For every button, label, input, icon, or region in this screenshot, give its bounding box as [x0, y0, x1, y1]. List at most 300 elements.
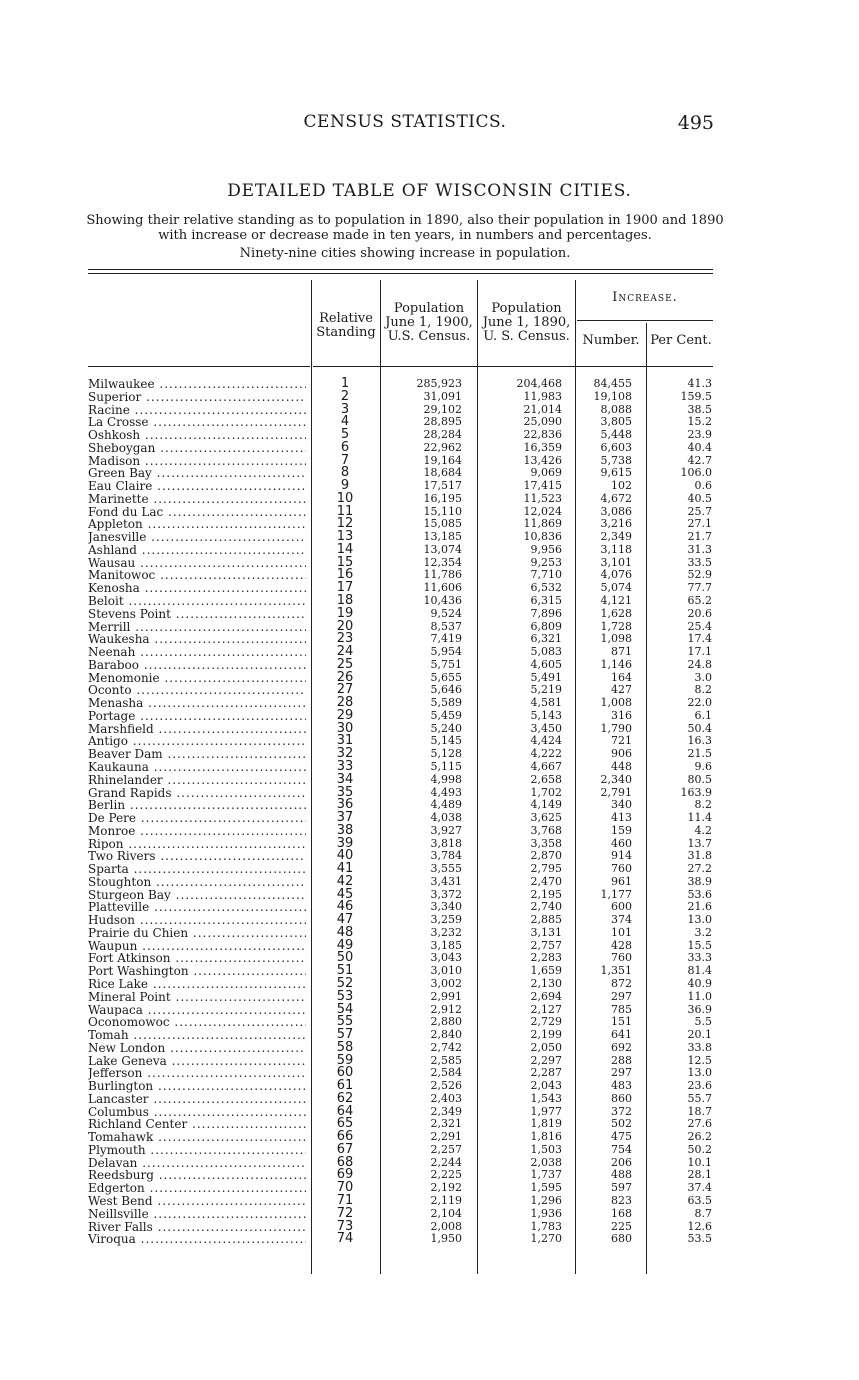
- relative-standing: 74: [336, 1231, 354, 1247]
- city-name: Superior .....: [88, 391, 306, 404]
- table-row: [88, 656, 718, 672]
- increase-number: 906: [611, 747, 632, 761]
- relative-standing: 42: [336, 873, 354, 889]
- table-body: [88, 378, 718, 1246]
- relative-standing: 23: [336, 631, 354, 647]
- increase-number: 225: [611, 1219, 632, 1233]
- increase-number: 102: [611, 479, 632, 493]
- increase-percent: 33.3: [687, 951, 712, 965]
- population-1890: 3,131: [530, 925, 562, 939]
- city-name: Reedsburg .....: [88, 1169, 306, 1182]
- city-name: Hudson .....: [88, 914, 306, 927]
- population-1890: 1,936: [530, 1206, 562, 1220]
- table-row: [88, 975, 718, 991]
- relative-standing: 11: [336, 503, 354, 519]
- relative-standing: 4: [340, 414, 350, 430]
- relative-standing: 35: [336, 784, 354, 800]
- population-1900: 3,431: [430, 874, 462, 888]
- increase-percent: 31.8: [687, 849, 712, 863]
- population-1900: 3,232: [430, 925, 462, 939]
- top-rule: [88, 269, 713, 270]
- increase-percent: 22.0: [687, 696, 712, 710]
- city-name: Edgerton .....: [88, 1182, 306, 1195]
- increase-number: 600: [611, 900, 632, 914]
- city-name: River Falls .....: [88, 1221, 306, 1234]
- population-1890: 2,195: [530, 887, 562, 901]
- relative-standing: 37: [336, 810, 354, 826]
- city-name: Lake Geneva .....: [88, 1055, 306, 1068]
- increase-number: 5,738: [600, 453, 632, 467]
- relative-standing: 64: [336, 1103, 354, 1119]
- city-name: Sparta .....: [88, 863, 306, 876]
- increase-percent: 50.2: [687, 1142, 712, 1156]
- increase-percent: 25.4: [687, 619, 712, 633]
- increase-percent: 159.5: [680, 389, 712, 403]
- population-1900: 2,008: [430, 1219, 462, 1233]
- table-row: [88, 924, 718, 940]
- population-1900: 2,585: [430, 1053, 462, 1067]
- relative-standing: 32: [336, 746, 354, 762]
- increase-number: 3,805: [600, 415, 632, 429]
- increase-percent: 21.7: [687, 530, 712, 544]
- increase-percent: 38.5: [687, 402, 712, 416]
- increase-percent: 37.4: [687, 1181, 712, 1195]
- population-1890: 3,768: [530, 823, 562, 837]
- population-1890: 10,836: [523, 530, 562, 544]
- table-row: [88, 1141, 718, 1157]
- increase-number: 785: [611, 1002, 632, 1016]
- population-1900: 5,589: [430, 696, 462, 710]
- population-1890: 22,836: [523, 428, 562, 442]
- population-1900: 18,684: [423, 466, 462, 480]
- relative-standing: 5: [340, 427, 350, 443]
- increase-number: 488: [611, 1168, 632, 1182]
- city-name: Platteville .....: [88, 901, 306, 914]
- header-underline: [88, 366, 310, 367]
- relative-standing: 25: [336, 656, 354, 672]
- population-1890: 5,491: [530, 670, 562, 684]
- city-name: Monroe .....: [88, 825, 306, 838]
- city-name: Stoughton .....: [88, 876, 306, 889]
- increase-percent: 18.7: [687, 1104, 712, 1118]
- relative-standing: 16: [336, 567, 354, 583]
- population-1900: 2,104: [430, 1206, 462, 1220]
- table-row: [88, 490, 718, 506]
- increase-percent: 20.1: [687, 1028, 712, 1042]
- population-1900: 7,419: [430, 632, 462, 646]
- city-name: Janesville .....: [88, 531, 306, 544]
- increase-number: 860: [611, 1091, 632, 1105]
- relative-standing: 51: [336, 963, 354, 979]
- population-1900: 285,923: [416, 377, 462, 390]
- increase-percent: 77.7: [687, 581, 712, 595]
- population-1900: 4,038: [430, 811, 462, 825]
- population-1900: 13,074: [423, 542, 462, 556]
- population-1900: 3,043: [430, 951, 462, 965]
- increase-percent: 24.8: [687, 657, 712, 671]
- increase-number: 427: [611, 683, 632, 697]
- relative-standing: 8: [340, 465, 350, 481]
- header-pop-1890: Population June 1, 1890, U. S. Census.: [482, 301, 571, 344]
- relative-standing: 1: [340, 376, 350, 391]
- city-name: Marinette .....: [88, 493, 306, 506]
- increase-percent: 106.0: [680, 466, 712, 480]
- increase-percent: 65.2: [687, 594, 712, 608]
- increase-percent: 40.5: [687, 491, 712, 505]
- increase-percent: 11.0: [687, 989, 712, 1003]
- relative-standing: 33: [336, 758, 354, 774]
- increase-number: 5,448: [600, 428, 632, 442]
- relative-standing: 18: [336, 593, 354, 609]
- population-1900: 3,002: [430, 976, 462, 990]
- increase-number: 475: [611, 1130, 632, 1144]
- population-1890: 4,149: [530, 798, 562, 812]
- population-1900: 2,403: [430, 1091, 462, 1105]
- relative-standing: 38: [336, 822, 354, 838]
- table-row: [88, 480, 718, 493]
- population-1900: 31,091: [423, 389, 462, 403]
- increase-percent: 40.4: [687, 440, 712, 454]
- relative-standing: 52: [336, 975, 354, 991]
- table-row: [88, 378, 718, 391]
- population-1890: 6,532: [530, 581, 562, 595]
- population-1900: 13,185: [423, 530, 462, 544]
- relative-standing: 65: [336, 1116, 354, 1132]
- relative-standing: 9: [340, 478, 350, 494]
- relative-standing: 14: [336, 541, 354, 557]
- increase-percent: 5.5: [694, 1015, 712, 1029]
- table-row: [88, 595, 718, 608]
- city-name: Neenah .....: [88, 646, 306, 659]
- population-1890: 1,296: [530, 1194, 562, 1207]
- relative-standing: 66: [336, 1129, 354, 1145]
- table-row: [88, 914, 718, 927]
- population-1900: 2,119: [430, 1194, 462, 1207]
- relative-standing: 47: [336, 912, 354, 928]
- population-1890: 2,283: [530, 951, 562, 965]
- population-1890: 9,253: [530, 555, 562, 569]
- population-1900: 2,321: [430, 1117, 462, 1131]
- increase-number: 961: [611, 874, 632, 888]
- population-1900: 2,349: [430, 1104, 462, 1118]
- population-1890: 13,426: [523, 453, 562, 467]
- increase-percent: 55.7: [687, 1091, 712, 1105]
- relative-standing: 68: [336, 1154, 354, 1170]
- increase-percent: 17.1: [687, 645, 712, 659]
- relative-standing: 24: [336, 644, 354, 660]
- population-1890: 17,415: [523, 479, 562, 493]
- increase-number: 1,177: [600, 887, 632, 901]
- increase-number: 19,108: [593, 389, 632, 403]
- relative-standing: 19: [336, 605, 354, 621]
- population-1900: 16,195: [423, 491, 462, 505]
- increase-percent: 8.7: [694, 1206, 712, 1220]
- relative-standing: 7: [340, 452, 350, 468]
- city-name: Port Washington .....: [88, 965, 306, 978]
- increase-percent: 33.8: [687, 1040, 712, 1054]
- population-1900: 28,895: [423, 415, 462, 429]
- city-name: Fort Atkinson .....: [88, 952, 306, 965]
- increase-number: 1,728: [600, 619, 632, 633]
- increase-percent: 81.4: [687, 964, 712, 978]
- increase-number: 760: [611, 862, 632, 876]
- relative-standing: 45: [336, 886, 354, 902]
- city-name: Sturgeon Bay .....: [88, 889, 306, 902]
- population-1900: 2,244: [430, 1155, 462, 1169]
- increase-number: 3,216: [600, 517, 632, 531]
- population-1900: 3,555: [430, 862, 462, 876]
- increase-number: 168: [611, 1206, 632, 1220]
- relative-standing: 40: [336, 848, 354, 864]
- city-name: Oconomowoc .....: [88, 1016, 306, 1029]
- population-1890: 4,605: [530, 657, 562, 671]
- increase-percent: 9.6: [694, 759, 712, 773]
- increase-percent: 11.4: [687, 811, 712, 825]
- relative-standing: 55: [336, 1014, 354, 1030]
- increase-rule: [577, 320, 713, 321]
- increase-number: 872: [611, 976, 632, 990]
- population-1900: 3,185: [430, 938, 462, 952]
- table-row: [88, 1195, 718, 1208]
- population-1900: 11,606: [423, 581, 462, 595]
- population-1900: 22,962: [423, 440, 462, 454]
- population-1900: 17,517: [423, 479, 462, 493]
- increase-number: 823: [611, 1194, 632, 1207]
- table-row: [88, 812, 718, 825]
- increase-number: 4,121: [600, 594, 632, 608]
- increase-number: 297: [611, 989, 632, 1003]
- relative-standing: 17: [336, 580, 354, 596]
- city-name: Appleton .....: [88, 518, 306, 531]
- increase-number: 597: [611, 1181, 632, 1195]
- city-name: Ripon .....: [88, 838, 306, 851]
- table-row: [88, 1205, 718, 1221]
- relative-standing: 69: [336, 1167, 354, 1183]
- population-1900: 15,110: [423, 504, 462, 518]
- relative-standing: 36: [336, 797, 354, 813]
- increase-percent: 20.6: [687, 606, 712, 620]
- population-1900: 2,526: [430, 1079, 462, 1093]
- population-1900: 5,128: [430, 747, 462, 761]
- increase-percent: 163.9: [680, 785, 712, 799]
- population-1900: 4,493: [430, 785, 462, 799]
- population-1900: 4,998: [430, 772, 462, 786]
- increase-number: 1,628: [600, 606, 632, 620]
- increase-percent: 40.9: [687, 976, 712, 990]
- table-row: [88, 758, 718, 774]
- city-name: Eau Claire .....: [88, 480, 306, 493]
- population-1900: 10,436: [423, 594, 462, 608]
- relative-standing: 46: [336, 899, 354, 915]
- city-name: Columbus .....: [88, 1106, 306, 1119]
- table-row: [88, 429, 718, 442]
- city-name: Antigo .....: [88, 735, 306, 748]
- population-1890: 5,143: [530, 708, 562, 722]
- population-1900: 5,115: [430, 759, 462, 773]
- increase-number: 428: [611, 938, 632, 952]
- population-1900: 3,340: [430, 900, 462, 914]
- increase-number: 3,118: [600, 542, 632, 556]
- relative-standing: 6: [340, 439, 350, 455]
- population-1900: 29,102: [423, 402, 462, 416]
- city-name: Mineral Point .....: [88, 991, 306, 1004]
- population-1900: 2,291: [430, 1130, 462, 1144]
- city-name: Prairie du Chien .....: [88, 927, 306, 940]
- population-1890: 25,090: [523, 415, 562, 429]
- increase-percent: 12.5: [687, 1053, 712, 1067]
- increase-number: 288: [611, 1053, 632, 1067]
- population-1900: 19,164: [423, 453, 462, 467]
- population-1900: 8,537: [430, 619, 462, 633]
- increase-percent: 3.2: [694, 925, 712, 939]
- increase-number: 641: [611, 1028, 632, 1042]
- increase-percent: 13.0: [687, 1066, 712, 1080]
- population-1900: 5,459: [430, 708, 462, 722]
- table-row: [88, 1039, 718, 1055]
- relative-standing: 26: [336, 669, 354, 685]
- table-row: [88, 605, 718, 621]
- city-name: Menasha .....: [88, 697, 306, 710]
- relative-standing: 10: [336, 490, 354, 506]
- increase-percent: 63.5: [687, 1194, 712, 1207]
- increase-number: 3,086: [600, 504, 632, 518]
- top-rule-inner: [88, 273, 713, 274]
- increase-number: 206: [611, 1155, 632, 1169]
- relative-standing: 70: [336, 1180, 354, 1196]
- increase-percent: 4.2: [694, 823, 712, 837]
- population-1890: 1,737: [530, 1168, 562, 1182]
- increase-percent: 23.9: [687, 428, 712, 442]
- relative-standing: 28: [336, 695, 354, 711]
- population-1890: 2,795: [530, 862, 562, 876]
- increase-number: 871: [611, 645, 632, 659]
- table-row: [88, 771, 718, 787]
- increase-percent: 80.5: [687, 772, 712, 786]
- table-row: [88, 863, 718, 876]
- table-row: [88, 1029, 718, 1042]
- table-row: [88, 988, 718, 1004]
- population-1890: 1,659: [530, 964, 562, 978]
- increase-percent: 42.7: [687, 453, 712, 467]
- population-1890: 4,424: [530, 734, 562, 748]
- population-1890: 2,470: [530, 874, 562, 888]
- increase-percent: 21.5: [687, 747, 712, 761]
- relative-standing: 50: [336, 950, 354, 966]
- relative-standing: 71: [336, 1193, 354, 1208]
- population-1890: 1,543: [530, 1091, 562, 1105]
- population-1900: 2,584: [430, 1066, 462, 1080]
- population-1890: 2,127: [530, 1002, 562, 1016]
- increase-number: 297: [611, 1066, 632, 1080]
- increase-percent: 33.5: [687, 555, 712, 569]
- city-name: Madison .....: [88, 455, 306, 468]
- relative-standing: 34: [336, 771, 354, 787]
- population-1890: 7,896: [530, 606, 562, 620]
- population-1900: 28,284: [423, 428, 462, 442]
- population-1900: 3,818: [430, 836, 462, 850]
- relative-standing: 39: [336, 835, 354, 851]
- increase-percent: 13.0: [687, 913, 712, 927]
- population-1900: 2,912: [430, 1002, 462, 1016]
- increase-percent: 38.9: [687, 874, 712, 888]
- table-row: [88, 439, 718, 455]
- increase-percent: 15.2: [687, 415, 712, 429]
- population-1890: 5,219: [530, 683, 562, 697]
- increase-number: 680: [611, 1232, 632, 1246]
- increase-number: 9,615: [600, 466, 632, 480]
- population-1900: 3,927: [430, 823, 462, 837]
- population-1900: 2,742: [430, 1040, 462, 1054]
- population-1890: 2,729: [530, 1015, 562, 1029]
- increase-number: 151: [611, 1015, 632, 1029]
- increase-number: 84,455: [593, 377, 632, 390]
- relative-standing: 29: [336, 707, 354, 723]
- population-1900: 5,751: [430, 657, 462, 671]
- city-name: Stevens Point .....: [88, 608, 306, 621]
- increase-percent: 27.2: [687, 862, 712, 876]
- relative-standing: 67: [336, 1141, 354, 1157]
- increase-number: 502: [611, 1117, 632, 1131]
- population-1900: 5,954: [430, 645, 462, 659]
- relative-standing: 48: [336, 924, 354, 940]
- population-1900: 4,489: [430, 798, 462, 812]
- city-name: New London .....: [88, 1042, 306, 1055]
- city-name: Burlington .....: [88, 1080, 306, 1093]
- population-1900: 1,950: [430, 1232, 462, 1246]
- population-1890: 1,977: [530, 1104, 562, 1118]
- increase-number: 101: [611, 925, 632, 939]
- increase-percent: 50.4: [687, 721, 712, 735]
- increase-number: 460: [611, 836, 632, 850]
- increase-number: 721: [611, 734, 632, 748]
- city-name: Oconto .....: [88, 684, 306, 697]
- increase-percent: 12.6: [687, 1219, 712, 1233]
- city-name: Beloit .....: [88, 595, 306, 608]
- relative-standing: 13: [336, 529, 354, 545]
- city-name: Lancaster .....: [88, 1093, 306, 1106]
- increase-number: 483: [611, 1079, 632, 1093]
- population-1890: 2,757: [530, 938, 562, 952]
- population-1890: 1,783: [530, 1219, 562, 1233]
- city-name: Richland Center .....: [88, 1118, 306, 1131]
- population-1890: 11,869: [523, 517, 562, 531]
- increase-number: 1,790: [600, 721, 632, 735]
- increase-number: 1,098: [600, 632, 632, 646]
- table-heading: DETAILED TABLE OF WISCONSIN CITIES.: [227, 181, 632, 201]
- header-pop-1900: Population June 1, 1900, U.S. Census.: [385, 301, 473, 344]
- population-1890: 1,595: [530, 1181, 562, 1195]
- city-name: Manitowoc .....: [88, 569, 306, 582]
- relative-standing: 27: [336, 682, 354, 698]
- city-name: Merrill .....: [88, 621, 306, 634]
- page-number: 495: [677, 112, 714, 134]
- table-row: [88, 822, 718, 838]
- table-row: [88, 541, 718, 557]
- increase-percent: 21.6: [687, 900, 712, 914]
- population-1890: 1,270: [530, 1232, 562, 1246]
- relative-standing: 15: [336, 554, 354, 570]
- increase-percent: 15.5: [687, 938, 712, 952]
- city-name: Waukesha .....: [88, 633, 306, 646]
- population-1900: 15,085: [423, 517, 462, 531]
- population-1890: 6,321: [530, 632, 562, 646]
- population-1890: 2,740: [530, 900, 562, 914]
- increase-number: 1,146: [600, 657, 632, 671]
- table-row: [88, 388, 718, 404]
- header-relative-standing: Relative Standing: [316, 311, 376, 340]
- city-name: Fond du Lac .....: [88, 506, 306, 519]
- population-1890: 2,694: [530, 989, 562, 1003]
